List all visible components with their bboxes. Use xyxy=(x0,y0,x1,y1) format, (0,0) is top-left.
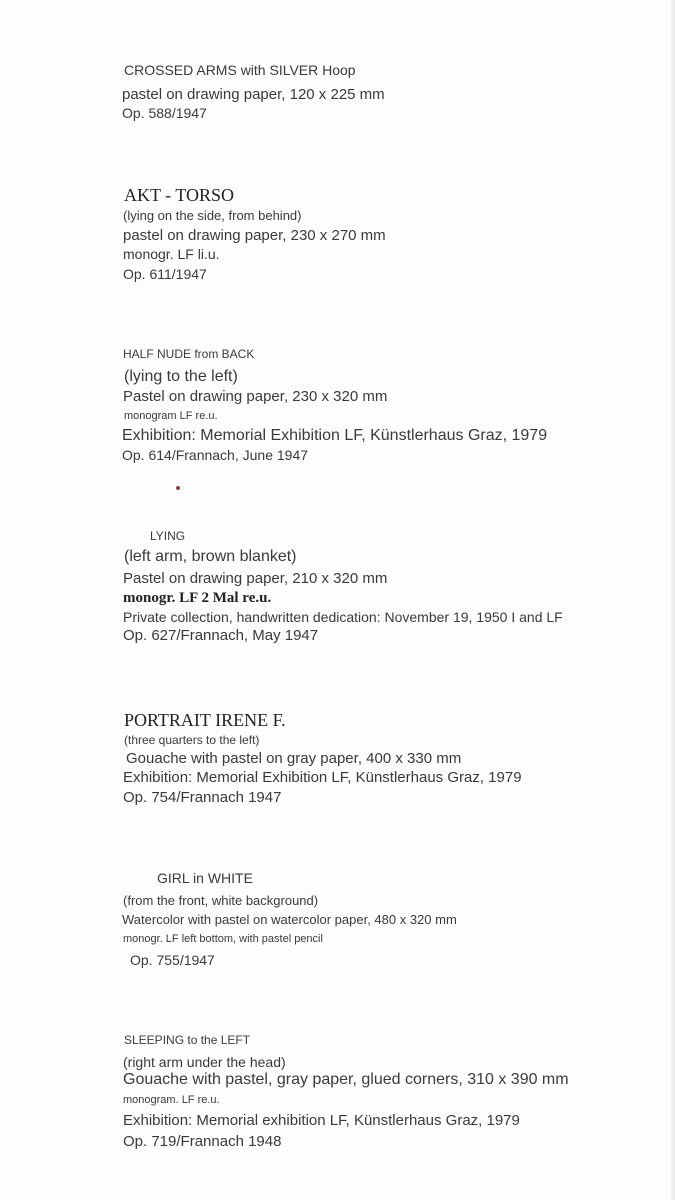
entry-medium: Watercolor with pastel on watercolor paper, 480 x 320 mm xyxy=(122,912,457,927)
entry-medium: pastel on drawing paper, 230 x 270 mm xyxy=(123,227,386,244)
entry-subtitle: (left arm, brown blanket) xyxy=(124,548,297,565)
entry-title: SLEEPING to the LEFT xyxy=(124,1033,251,1047)
entry-exhibition: Exhibition: Memorial exhibition LF, Künstlerhaus Graz, 1979 xyxy=(123,1112,520,1129)
entry-title: GIRL in WHITE xyxy=(157,870,253,886)
entry-title: CROSSED ARMS with SILVER Hoop xyxy=(124,62,356,78)
entry-subtitle: (from the front, white background) xyxy=(123,893,319,908)
entry-signature: monogram LF re.u. xyxy=(124,410,218,422)
entry-subtitle: (right arm under the head) xyxy=(123,1054,286,1070)
entry-exhibition: Exhibition: Memorial Exhibition LF, Künstlerhaus Graz, 1979 xyxy=(123,769,522,786)
entry-opus: Op. 754/Frannach 1947 xyxy=(123,789,282,806)
entry-signature: monogr. LF 2 Mal re.u. xyxy=(123,590,272,606)
entry-signature: monogr. LF li.u. xyxy=(123,246,220,262)
entry-medium: Pastel on drawing paper, 210 x 320 mm xyxy=(123,570,388,587)
entry-title: PORTRAIT IRENE F. xyxy=(124,710,286,730)
entry-note: Private collection, handwritten dedication: November 19, 1950 I and LF xyxy=(123,609,563,625)
entry-opus: Op. 755/1947 xyxy=(130,952,215,968)
entry-medium: Gouache with pastel, gray paper, glued corners, 310 x 390 mm xyxy=(123,1071,569,1088)
entry-subtitle: (lying on the side, from behind) xyxy=(123,208,302,223)
entry-opus: Op. 627/Frannach, May 1947 xyxy=(123,627,319,644)
entry-opus: Op. 614/Frannach, June 1947 xyxy=(122,447,309,463)
entry-opus: Op. 719/Frannach 1948 xyxy=(123,1133,282,1150)
entry-title: HALF NUDE from BACK xyxy=(123,347,255,361)
paper-speck xyxy=(176,486,180,490)
entry-title: LYING xyxy=(150,529,186,543)
entry-medium: Gouache with pastel on gray paper, 400 x 330 mm xyxy=(126,750,462,767)
entry-opus: Op. 588/1947 xyxy=(122,105,207,121)
entry-subtitle: (lying to the left) xyxy=(124,368,238,385)
entry-exhibition: Exhibition: Memorial Exhibition LF, Künstlerhaus Graz, 1979 xyxy=(122,427,548,444)
entry-signature: monogr. LF left bottom, with pastel pencil xyxy=(123,933,323,945)
entry-opus: Op. 611/1947 xyxy=(123,266,207,282)
entry-medium: Pastel on drawing paper, 230 x 320 mm xyxy=(123,388,388,405)
entry-signature: monogram. LF re.u. xyxy=(123,1094,220,1106)
entry-title: AKT - TORSO xyxy=(124,185,235,205)
entry-subtitle: (three quarters to the left) xyxy=(124,733,260,747)
paper-edge-shadow xyxy=(671,0,675,1200)
entry-medium: pastel on drawing paper, 120 x 225 mm xyxy=(122,86,385,103)
